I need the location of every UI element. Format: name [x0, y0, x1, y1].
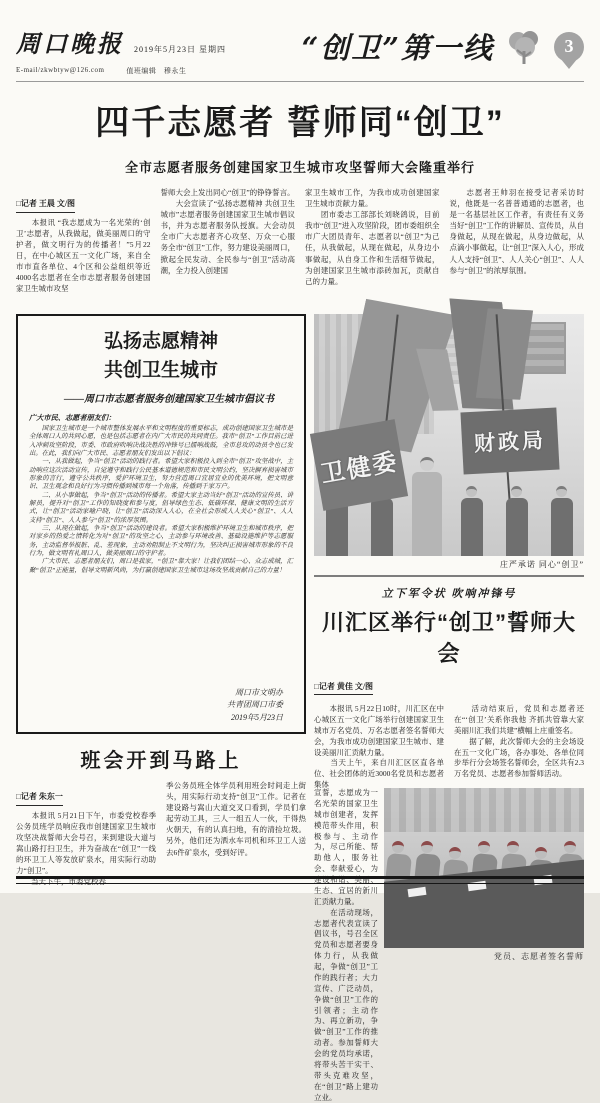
- lead-col-4: 志愿者王帅羽在接受记者采访时说，他既是一名普普通通的志愿者，也是一名基层社区工作者，有责任有义务当好“创卫”工作的讲解员、宣传员，从自身做起，从现在做起，从身边做起，从点滴小事做起，让“创卫”深入人心，形成人人支持“创卫”、人人关心“创卫”、人人参与“创卫”的浓厚氛围。: [449, 188, 584, 275]
- lead-article-columns: [0, 187, 600, 305]
- proposal-body: [29, 425, 293, 683]
- lead-subhead: 全市志愿者服务创建国家卫生城市攻坚誓师大会隆重举行: [124, 160, 475, 175]
- signing-photo-wrap: [384, 788, 584, 962]
- section-header: [302, 26, 584, 67]
- proposal-box: [16, 314, 306, 734]
- sign-board-finance-bureau: 财政局: [460, 408, 559, 475]
- volunteer-figure: [549, 486, 575, 556]
- proposal-paragraph: 一、从我做起，争当“创卫”活动的践行者。希望大家积极投入到全市“创卫”攻坚战中，主动响应这次活动宣传，自觉遵守和践行公民基本道德规范和市民文明公约，坚决摒弃损害城市形象的言行，遵守公共秩序，爱护环境卫生，努力营造周口宜居宜业的优美环境，把文明意识、卫生观念和良好行为习惯传播到城市每一个角落，传播到千家万户。: [29, 458, 293, 491]
- oath-ceremony-photo: [314, 314, 584, 556]
- proposal-subtitle: ——周口市志愿者服务创建国家卫生城市倡议书: [64, 394, 274, 405]
- proposal-signature: [29, 687, 293, 724]
- page-number-pin: [554, 32, 584, 62]
- chuanhui-col-narrow: 宣誓，志愿成为一名光荣的国家卫生城市创建者，发挥模范带头作用，积极参与、主动作为，尽己所能、帮助他人，服务社会、奉献爱心，为建设和谐、美丽、生态、宜居的新川汇贡献力量。 在活动现场，志愿者代表宣读了倡议书，号召全区党员和志愿者要身体力行，从我做起，争做“创卫”工作的践行者；大力宣传、广泛动员，争做“创卫”工作的引领者；主动作为、再立新功，争做“创卫”工作的推动者。参加誓师大会的党员均承诺，将带头苦干实干、带头克难攻坚，在“创卫”路上建功立业。: [314, 788, 378, 1102]
- signing-photo-caption: 党员、志愿者签名誓师: [494, 952, 584, 961]
- signing-ceremony-photo: [384, 788, 584, 948]
- proposal-title: [29, 328, 293, 385]
- masthead-top-row: [16, 24, 226, 59]
- chuanhui-headline: 川汇区举行“创卫”誓师大会: [321, 610, 576, 666]
- tree-icon: [504, 27, 544, 67]
- proposal-salutation: 广大市民、志愿者朋友们：: [29, 414, 116, 422]
- volunteer-figure-center: [414, 457, 440, 556]
- lead-col-1-text: 本报讯 “我志愿成为一名光荣的‘创卫’志愿者，从我做起，做美丽周口的守护者，做文明行为的传播者！”5月22日，在中心城区五一文化广场，来自全市市直各单位、4个区和公益组织等近4000名志愿者在全市志愿者服务创建国家卫生城市攻坚: [16, 217, 151, 294]
- chuanhui-col-left: 本报讯 5月22日10时，川汇区在中心城区五一文化广场举行创建国家卫生城市万名党员、万名志愿者签名誓师大会，为我市成功创建国家卫生城市、建设美丽川汇贡献力量。 当天上午，来自川汇区区直各单位、社会团体的近3000名党员和志愿者集体: [314, 704, 444, 790]
- chuanhui-text-row: [314, 704, 584, 790]
- signature-org-1: 周口市文明办: [235, 687, 283, 697]
- proposal-paragraph: 三、从现在做起，争当“创卫”活动的建设者。希望大家积极维护环境卫生和城市秩序，把对家乡的热爱之情转化为对“创卫”的攻坚之心，主动参与环境改善、基础设施维护等志愿服务，主动监督举报脏、乱、差现象，主动劝阻制止不文明行为，坚决纠正损害城市形象的不良行为，做文明有礼周口人，做美丽周口的守护者。: [29, 524, 293, 557]
- signature-date: 2019年5月23日: [231, 712, 283, 722]
- volunteer-figure: [459, 486, 485, 556]
- page-bottom-rule: [16, 876, 584, 884]
- paper-date: 2019年5月23日 星期四: [134, 45, 226, 54]
- masthead: [16, 24, 226, 76]
- proposal-paragraph: 二、从小事做起，争当“创卫”活动的传播者。希望大家主动当好“创卫”活动的宣传员、讲解员，提升对“创卫”工作的知晓度和参与度，倡导绿色生态、低碳环保、健康文明的生活方式，让“创卫”活动家喻户晓，让“创卫”活动深入人心，在全社会形成人人关心“创卫”、人人支持“创卫”、人人参与“创卫”的浓厚氛围。: [29, 491, 293, 524]
- lead-byline: □记者 王晨 文/图: [16, 198, 75, 213]
- class-article-byline: □记者 朱东一: [16, 791, 63, 806]
- chuanhui-byline-row: [314, 676, 584, 699]
- paper-name-logo: 周口晚报: [16, 29, 124, 58]
- chuanhui-photo-row: [314, 788, 584, 1102]
- masthead-bottom-row: [16, 66, 226, 76]
- photo-street-crowd: [384, 788, 584, 832]
- sign-board-health-commission: 卫健委: [310, 419, 408, 511]
- paper-email: E-mail/zkwbtyw@126.com: [16, 66, 105, 74]
- class-meeting-article: [16, 744, 306, 898]
- proposal-title-line1: 弘扬志愿精神: [103, 331, 218, 352]
- lead-headline: 四千志愿者 誓师同“创卫”: [95, 104, 505, 142]
- main-grid: [0, 314, 600, 1102]
- lead-col-1: [16, 187, 151, 305]
- signature-org-2: 共青团周口市委: [227, 700, 283, 710]
- class-article-headline: 班会开到马路上: [80, 750, 242, 772]
- section-title: “创卫”第一线: [301, 31, 494, 65]
- proposal-paragraph: 国家卫生城市是一个城市整体发展水平和文明程度的重要标志，成功创建国家卫生城市是全体周口人的共同心愿，也是包括志愿者在内广大市民的共同责任。我市“创卫”工作目前已进入冲刺攻坚阶段，市委、市政府吹响决战决胜的冲锋号已擂响战鼓，全市总攻的动员令也已发出。在此，我们向广大市民、志愿者朋友们发出以下倡议：: [29, 425, 293, 457]
- lead-col-2: 誓师大会上发出同心“创卫”的铮铮誓言。 大会宣读了“弘扬志愿精神 共创卫生城市”志愿者服务创建国家卫生城市倡议书，并为志愿者服务队授旗。大会动员全市广大志愿者齐心攻坚、万众一心服务全市“创卫”工作，努力建设美丽周口，掀起全民发动、全民参与“创卫”活动高潮，全力投入创建国: [160, 188, 295, 275]
- page-header: [0, 0, 600, 76]
- proposal-paragraph: 广大市民、志愿者朋友们，周口是我家，“创卫”靠大家！让我们团结一心、众志成城，汇聚“创卫”正能量，倡导文明新风尚，为打赢创建国家卫生城市这场攻坚战贡献自己的力量！: [29, 558, 293, 574]
- page-number: 3: [564, 36, 574, 56]
- chuanhui-kicker: 立下军令状 吹响冲锋号: [381, 588, 517, 600]
- oath-photo-caption: 庄严承诺 同心“创卫”: [499, 560, 584, 569]
- proposal-title-line2: 共创卫生城市: [103, 359, 218, 381]
- article-divider: [314, 575, 584, 577]
- lead-col-3: 家卫生城市工作，为我市成功创建国家卫生城市贡献力量。 团市委志工部部长刘晓鸽说，目前我市“创卫”进入攻坚阶段，团市委组织全市广大团员青年、志愿者以“创卫”为己任，从我做起，从现在做起，从身边小事做起，从自身工作和生活细节做起，为创建国家卫生城市添砖加瓦，贡献自己的力量。: [305, 188, 440, 286]
- volunteer-figure: [504, 486, 530, 556]
- class-col-2: 季公务员班全体学员利用班会时间走上街头，用实际行动支持“创卫”工作。记者在建设路与嵩山大道交叉口看到，学员们拿起劳动工具，三人一组五人一伙，干得热火朝天，有的认真扫地，有的清捡垃圾。另外，他们还为洒水车司机和环卫工人送去6件矿泉水，受到好评。: [166, 781, 306, 857]
- left-column: [16, 314, 306, 962]
- class-col-1-text: 本报讯 5月21日下午，市委党校春季公务员班学员响应我市创建国家卫生城市攻坚决战誓师大会号召，来到建设大道与嵩山路打扫卫生，并为奋战在“创卫”一线的环卫工人等发放矿泉水，用实际行动助力“创卫”。 当天下午，市委党校春: [16, 810, 156, 887]
- header-divider: [16, 81, 584, 82]
- chuanhui-col-right: 活动结束后，党员和志愿者还在“‘创卫’关系你我他 齐抓共管靠大家 美丽川汇我们共建”横幅上庄重签名。 据了解，此次誓师大会的主会场设在五一文化广场，各办事处、各单位同步举行分会场签名誓师会，全区共有2.3万名党员、志愿者参加誓师活动。: [454, 704, 584, 779]
- duty-editor: 值班编辑 穆永生: [126, 67, 187, 75]
- chuanhui-byline: □记者 黄佳 文/图: [314, 681, 373, 695]
- right-column: [314, 314, 584, 1102]
